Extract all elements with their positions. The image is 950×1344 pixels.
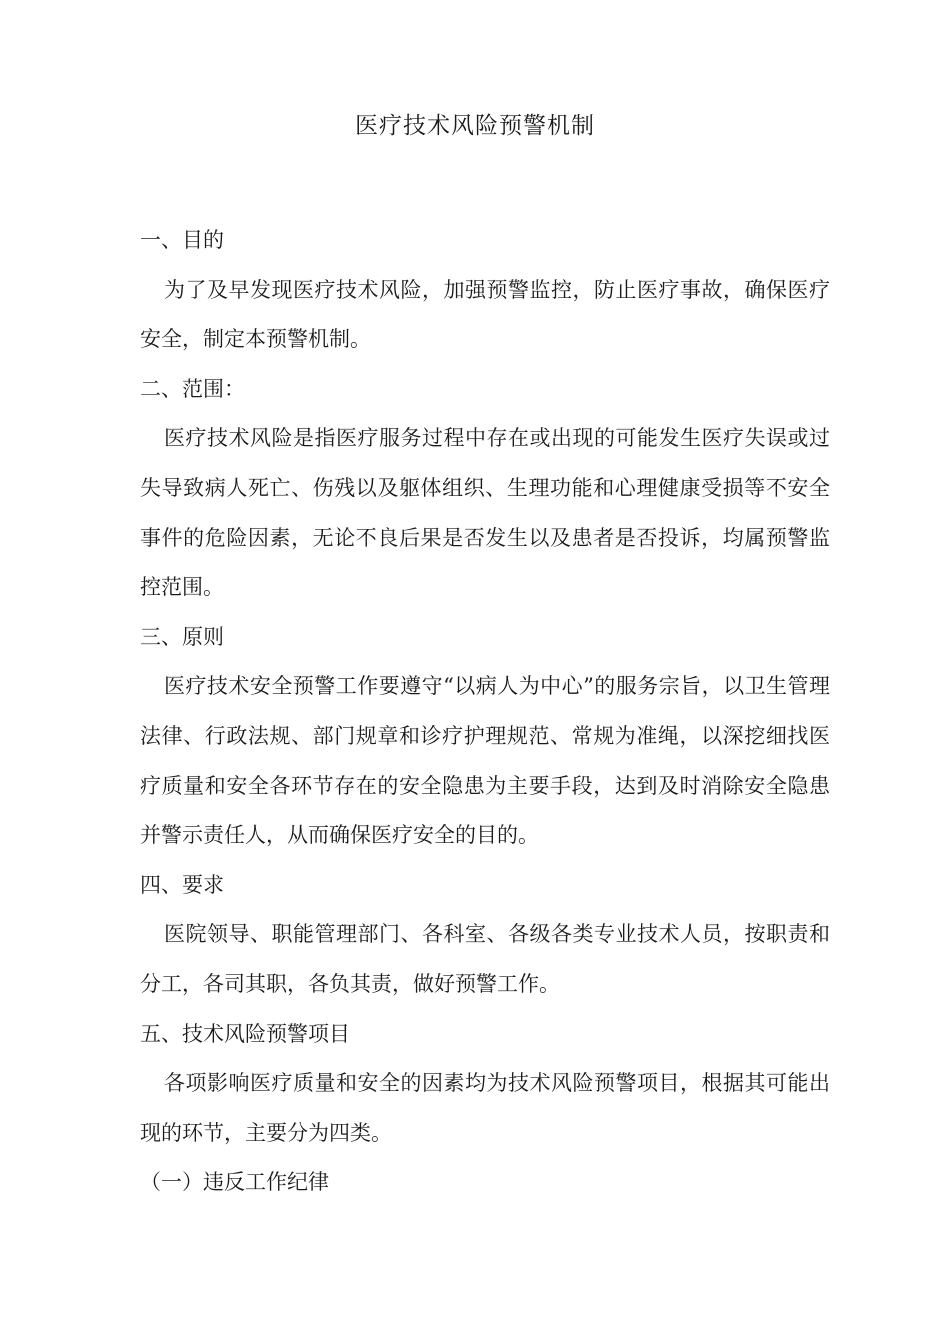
section-heading-purpose: 一、目的 — [140, 228, 224, 252]
section-heading-scope: 二、范围： — [140, 376, 245, 401]
section-paragraph-warning-items: 各项影响医疗质量和安全的因素均为技术风险预警项目，根据其可能出现的环节，主要分为四类。 — [140, 1071, 830, 1145]
section-paragraph-scope: 医疗技术风险是指医疗服务过程中存在或出现的可能发生医疗失误或过失导致病人死亡、伤残以及躯体组织、生理功能和心理健康受损等不安全事件的危险因素，无论不良后果是否发生以及患者是否投诉，均属预警监控范围。 — [140, 426, 830, 600]
subsection-heading-discipline: （一）违反工作纪律 — [140, 1170, 329, 1195]
section-heading-warning-items: 五、技术风险预警项目 — [140, 1021, 350, 1046]
document-body — [140, 216, 830, 1208]
section-paragraph-purpose: 为了及早发现医疗技术风险，加强预警监控，防止医疗事故，确保医疗安全，制定本预警机制。 — [140, 277, 830, 352]
section-paragraph-requirements: 医院领导、职能管理部门、各科室、各级各类专业技术人员，按职责和分工，各司其职，各负其责，做好预警工作。 — [140, 922, 830, 996]
document-title: 医疗技术风险预警机制 — [355, 113, 595, 139]
section-heading-requirements: 四、要求 — [140, 872, 224, 897]
section-heading-principle: 三、原则 — [140, 624, 224, 649]
section-paragraph-principle: 医疗技术安全预警工作要遵守“以病人为中心”的服务宗旨，以卫生管理法律、行政法规、部门规章和诊疗护理规范、常规为准绳，以深挖细找医疗质量和安全各环节存在的安全隐患为主要手段，达到及时消除安全隐患并警示责任人，从而确保医疗安全的目的。 — [140, 674, 830, 848]
